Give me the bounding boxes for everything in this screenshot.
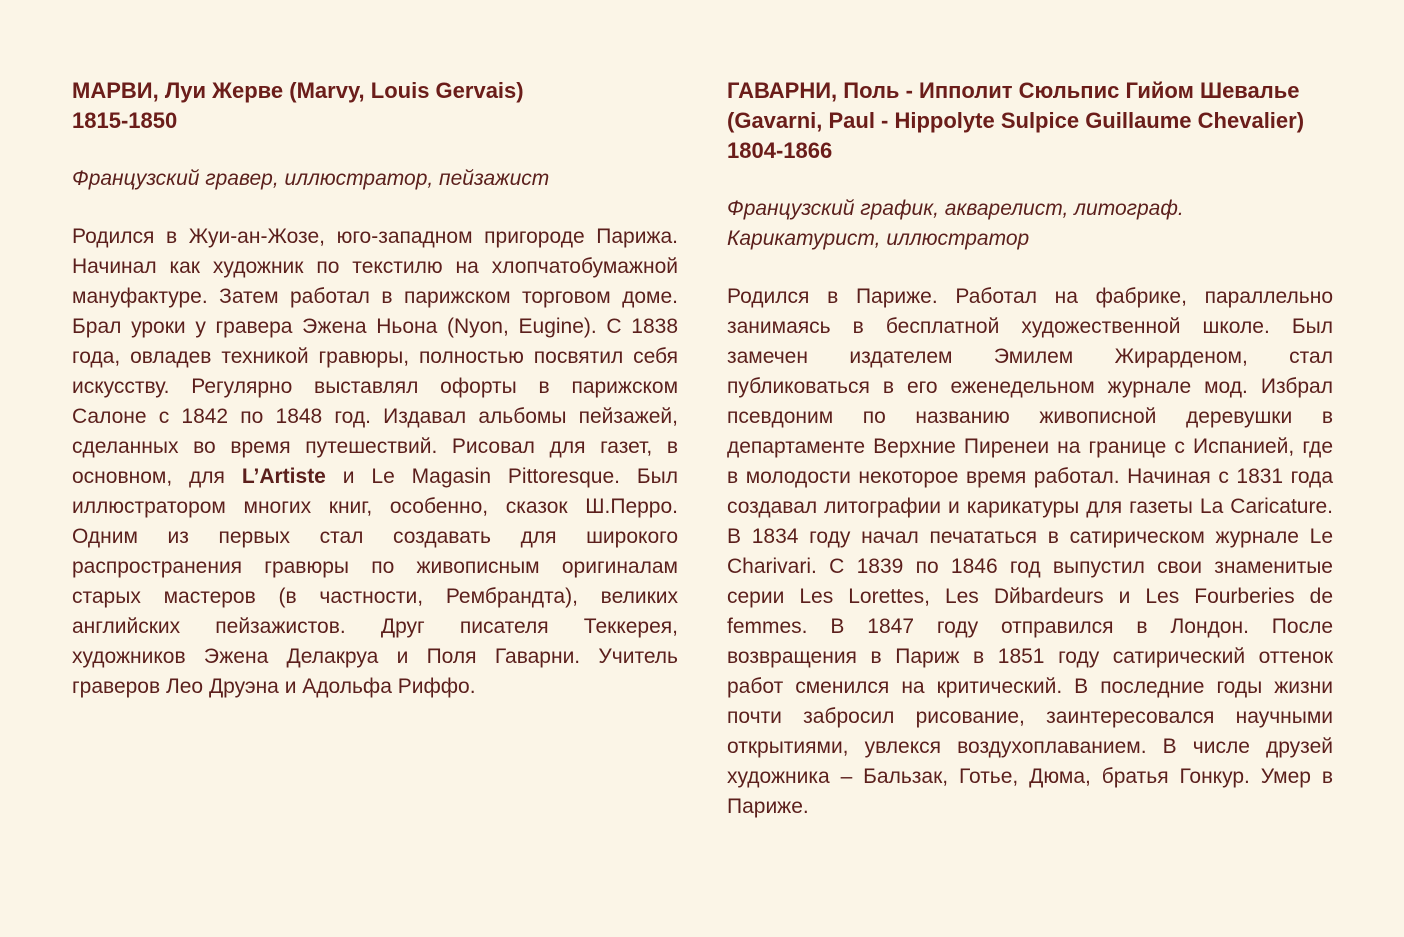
left-bio-part-1: Родился в Жуи-ан-Жозе, юго-западном пригороде Парижа. Начинал как художник по текстилю на хлопчатобумажной мануфактуре. Затем работал в парижском торговом доме. Брал уроки у гравера Эжена Ньона (Nyon, Eugine). С 1838 года, овладев техникой гравюры, полностью посвятил себя искусству. Регулярно выставлял офорты в парижском Салоне с 1842 по 1848 год. Издавал альбомы пейзажей, сделанных во время путешествий. Рисовал для газет, в основном, для bbox=[72, 225, 678, 488]
right-artist-description: Французский график, акварелист, литограф. Карикатурист, иллюстратор bbox=[727, 197, 1184, 250]
right-artist-dates: 1804-1866 bbox=[727, 138, 833, 163]
left-artist-biography bbox=[72, 222, 678, 702]
left-artist-dates: 1815-1850 bbox=[72, 108, 178, 133]
left-bio-part-2: и Le Magasin Pittoresque. Был иллюстратором многих книг, особенно, сказок Ш.Перро. Одним из первых стал создавать для широкого распространения гравюры по живописным оригиналам старых мастеров (в частности, Рембрандта), великих английских пейзажистов. Друг писателя Теккерея, художников Эжена Делакруа и Поля Гаварни. Учитель граверов Лео Друэна и Адольфа Риффо. bbox=[72, 465, 679, 698]
left-artist-name: МАРВИ, Луи Жерве (Marvy, Louis Gervais) bbox=[72, 78, 524, 103]
right-article bbox=[727, 76, 1333, 822]
left-article bbox=[72, 76, 678, 702]
right-artist-name: ГАВАРНИ, Поль - Ипполит Сюльпис Гийом Шевалье bbox=[727, 78, 1300, 103]
left-artist-heading bbox=[72, 76, 678, 136]
left-artist-description: Французский гравер, иллюстратор, пейзажист bbox=[72, 167, 550, 190]
right-artist-heading bbox=[727, 76, 1333, 166]
right-artist-biography: Родился в Париже. Работал на фабрике, параллельно занимаясь в бесплатной художественной школе. Был замечен издателем Эмилем Жирарденом, стал публиковаться в его еженедельном журнале мод. Избрал псевдоним по названию живописной деревушки в департаменте Верхние Пиренеи на границе с Испанией, где в молодости некоторое время работал. Начиная с 1831 года создавал литографии и карикатуры для газеты La Caricature. В 1834 году начал печататься в сатирическом журнале Le Charivari. С 1839 по 1846 год выпустил свои знаменитые серии Les Lorettes, Les Dйbardeurs и Les Fourberies de femmes. В 1847 году отправился в Лондон. После возвращения в Париж в 1851 году сатирический оттенок работ сменился на критический. В последние годы жизни почти забросил рисование, заинтересовался научными открытиями, увлекся воздухоплаванием. В числе друзей художника – Бальзак, Готье, Дюма, братья Гонкур. Умер в Париже. bbox=[727, 285, 1333, 818]
left-bio-bold-title: L’Artiste bbox=[241, 465, 326, 488]
right-artist-original-name: (Gavarni, Paul - Hippolyte Sulpice Guillaume Chevalier) bbox=[727, 108, 1305, 133]
